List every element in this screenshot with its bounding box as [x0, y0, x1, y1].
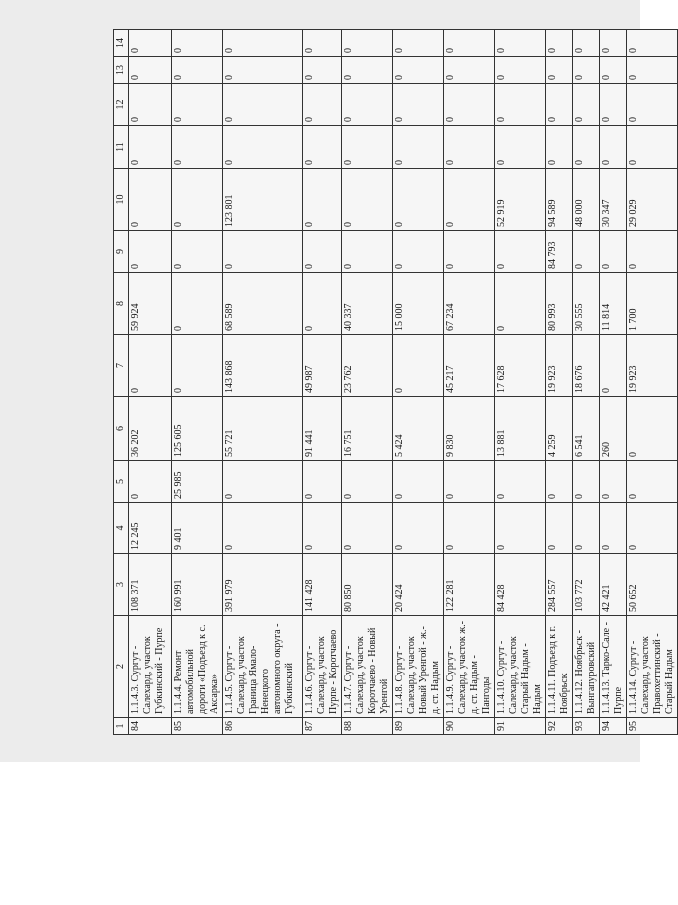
value-cell: 0: [600, 461, 627, 503]
value-cell: 0: [172, 169, 223, 231]
value-cell: 0: [303, 169, 342, 231]
value-cell: 0: [495, 503, 546, 554]
data-table: [113, 29, 678, 735]
value-cell: 284 557: [546, 554, 573, 616]
header-cell: 7: [114, 335, 129, 397]
value-cell: 0: [627, 503, 678, 554]
header-cell: 5: [114, 461, 129, 503]
value-cell: 50 652: [627, 554, 678, 616]
value-cell: 0: [627, 461, 678, 503]
value-cell: 0: [172, 273, 223, 335]
value-cell: 0: [573, 461, 600, 503]
value-cell: 0: [172, 84, 223, 126]
header-cell: 11: [114, 126, 129, 169]
table-row: [495, 30, 546, 735]
value-cell: 0: [627, 30, 678, 57]
value-cell: 55 721: [223, 397, 303, 461]
value-cell: 84 793: [546, 231, 573, 273]
value-cell: 25 985: [172, 461, 223, 503]
value-cell: 0: [495, 57, 546, 84]
value-cell: 0: [393, 231, 444, 273]
value-cell: 0: [223, 126, 303, 169]
value-cell: 84 428: [495, 554, 546, 616]
value-cell: 0: [129, 30, 172, 57]
value-cell: 0: [129, 335, 172, 397]
value-cell: 9 830: [444, 397, 495, 461]
value-cell: 0: [444, 30, 495, 57]
value-cell: 0: [627, 84, 678, 126]
value-cell: 4 259: [546, 397, 573, 461]
value-cell: 0: [393, 84, 444, 126]
value-cell: 0: [444, 57, 495, 84]
value-cell: 52 919: [495, 169, 546, 231]
value-cell: 18 676: [573, 335, 600, 397]
item-name-cell: 1.1.4.5. Сургут - Салехард, участок Граница Ямало-Ненецкого автономного округа - Губкинский: [223, 616, 303, 718]
row-number-cell: 95: [627, 718, 678, 735]
value-cell: 0: [223, 57, 303, 84]
header-cell: 9: [114, 231, 129, 273]
value-cell: 94 589: [546, 169, 573, 231]
value-cell: 0: [444, 231, 495, 273]
item-name-cell: 1.1.4.8. Сургут - Салехард, участок Новый Уренгой - ж.-д. ст. Надым: [393, 616, 444, 718]
item-name-cell: 1.1.4.14. Сургут - Салехард, участок Правохеттинский - Старый Надым: [627, 616, 678, 718]
value-cell: 36 202: [129, 397, 172, 461]
row-number-cell: 90: [444, 718, 495, 735]
value-cell: 0: [393, 461, 444, 503]
item-name-cell: 1.1.4.9. Сургут - Салехард, участок ж.-д. ст. Надым - Пангоды: [444, 616, 495, 718]
value-cell: 143 868: [223, 335, 303, 397]
value-cell: 67 234: [444, 273, 495, 335]
value-cell: 0: [546, 30, 573, 57]
row-number-cell: 93: [573, 718, 600, 735]
table-row: [393, 30, 444, 735]
value-cell: 9 401: [172, 503, 223, 554]
table-row: [303, 30, 342, 735]
value-cell: 0: [393, 169, 444, 231]
value-cell: 0: [393, 57, 444, 84]
value-cell: 0: [573, 57, 600, 84]
value-cell: 0: [573, 231, 600, 273]
value-cell: 0: [444, 126, 495, 169]
value-cell: 0: [444, 503, 495, 554]
value-cell: 0: [627, 397, 678, 461]
row-number-cell: 88: [342, 718, 393, 735]
value-cell: 6 541: [573, 397, 600, 461]
value-cell: 125 605: [172, 397, 223, 461]
value-cell: 260: [600, 397, 627, 461]
value-cell: 0: [303, 231, 342, 273]
table-row: [342, 30, 393, 735]
value-cell: 0: [223, 84, 303, 126]
header-cell: 14: [114, 30, 129, 57]
item-name-cell: 1.1.4.12. Ноябрьск - Вынгапуровский: [573, 616, 600, 718]
value-cell: 0: [444, 461, 495, 503]
value-cell: 0: [600, 84, 627, 126]
value-cell: 0: [495, 30, 546, 57]
value-cell: 0: [600, 503, 627, 554]
value-cell: 0: [600, 30, 627, 57]
value-cell: 0: [342, 126, 393, 169]
value-cell: 30 347: [600, 169, 627, 231]
value-cell: 15 000: [393, 273, 444, 335]
value-cell: 0: [342, 503, 393, 554]
value-cell: 0: [172, 335, 223, 397]
value-cell: 17 628: [495, 335, 546, 397]
value-cell: 0: [303, 84, 342, 126]
value-cell: 16 751: [342, 397, 393, 461]
value-cell: 0: [546, 461, 573, 503]
value-cell: 0: [600, 231, 627, 273]
row-number-cell: 86: [223, 718, 303, 735]
value-cell: 30 555: [573, 273, 600, 335]
value-cell: 0: [303, 503, 342, 554]
value-cell: 0: [627, 126, 678, 169]
value-cell: 0: [573, 84, 600, 126]
header-cell: 10: [114, 169, 129, 231]
value-cell: 20 424: [393, 554, 444, 616]
value-cell: 0: [546, 57, 573, 84]
value-cell: 103 772: [573, 554, 600, 616]
row-number-cell: 91: [495, 718, 546, 735]
value-cell: 0: [342, 231, 393, 273]
value-cell: 0: [342, 84, 393, 126]
item-name-cell: 1.1.4.13. Тарко-Сале - Пурпе: [600, 616, 627, 718]
value-cell: 13 881: [495, 397, 546, 461]
value-cell: 0: [303, 57, 342, 84]
value-cell: 49 987: [303, 335, 342, 397]
value-cell: 5 424: [393, 397, 444, 461]
header-cell: 6: [114, 397, 129, 461]
table-row: [627, 30, 678, 735]
value-cell: 0: [444, 169, 495, 231]
header-cell: 1: [114, 718, 129, 735]
value-cell: 122 281: [444, 554, 495, 616]
value-cell: 68 589: [223, 273, 303, 335]
value-cell: 0: [627, 57, 678, 84]
item-name-cell: 1.1.4.6. Сургут - Салехард, участок Пурпе - Коротчаево: [303, 616, 342, 718]
value-cell: 80 993: [546, 273, 573, 335]
value-cell: 0: [393, 503, 444, 554]
item-name-cell: 1.1.4.3. Сургут - Салехард, участок Губкинский - Пурпе: [129, 616, 172, 718]
table-row: [600, 30, 627, 735]
value-cell: 11 814: [600, 273, 627, 335]
value-cell: 0: [172, 231, 223, 273]
header-cell: 13: [114, 57, 129, 84]
value-cell: 29 029: [627, 169, 678, 231]
value-cell: 0: [495, 273, 546, 335]
row-number-cell: 85: [172, 718, 223, 735]
value-cell: 0: [342, 461, 393, 503]
table-row: [546, 30, 573, 735]
item-name-cell: 1.1.4.11. Подъезд к г. Ноябрьск: [546, 616, 573, 718]
value-cell: 0: [303, 126, 342, 169]
value-cell: 0: [600, 126, 627, 169]
value-cell: 0: [342, 57, 393, 84]
value-cell: 80 850: [342, 554, 393, 616]
value-cell: 0: [600, 57, 627, 84]
value-cell: 0: [573, 126, 600, 169]
value-cell: 0: [129, 84, 172, 126]
value-cell: 391 979: [223, 554, 303, 616]
rotated-table-wrapper: [113, 30, 675, 735]
value-cell: 160 991: [172, 554, 223, 616]
table-row: [172, 30, 223, 735]
value-cell: 0: [342, 169, 393, 231]
value-cell: 0: [172, 57, 223, 84]
value-cell: 59 924: [129, 273, 172, 335]
value-cell: 0: [495, 231, 546, 273]
value-cell: 0: [129, 169, 172, 231]
value-cell: 0: [495, 461, 546, 503]
value-cell: 108 371: [129, 554, 172, 616]
value-cell: 0: [342, 30, 393, 57]
value-cell: 91 441: [303, 397, 342, 461]
value-cell: 42 421: [600, 554, 627, 616]
value-cell: 0: [223, 231, 303, 273]
table-row: [129, 30, 172, 735]
value-cell: 123 801: [223, 169, 303, 231]
value-cell: 0: [303, 273, 342, 335]
header-cell: 3: [114, 554, 129, 616]
value-cell: 12 245: [129, 503, 172, 554]
value-cell: 141 428: [303, 554, 342, 616]
value-cell: 0: [393, 126, 444, 169]
value-cell: 0: [444, 84, 495, 126]
value-cell: 0: [546, 126, 573, 169]
value-cell: 48 000: [573, 169, 600, 231]
value-cell: 0: [172, 126, 223, 169]
value-cell: 0: [223, 461, 303, 503]
value-cell: 19 923: [627, 335, 678, 397]
value-cell: 0: [627, 231, 678, 273]
table-row: [573, 30, 600, 735]
value-cell: 0: [573, 503, 600, 554]
header-cell: 4: [114, 503, 129, 554]
table-row: [223, 30, 303, 735]
value-cell: 0: [573, 30, 600, 57]
value-cell: 45 217: [444, 335, 495, 397]
header-cell: 2: [114, 616, 129, 718]
value-cell: 0: [303, 30, 342, 57]
value-cell: 0: [393, 30, 444, 57]
row-number-cell: 89: [393, 718, 444, 735]
row-number-cell: 84: [129, 718, 172, 735]
value-cell: 0: [129, 126, 172, 169]
table-header-row: [114, 30, 129, 735]
value-cell: 0: [303, 461, 342, 503]
value-cell: 1 700: [627, 273, 678, 335]
item-name-cell: 1.1.4.10. Сургут - Салехард, участок Старый Надым - Надым: [495, 616, 546, 718]
header-cell: 12: [114, 84, 129, 126]
row-number-cell: 94: [600, 718, 627, 735]
value-cell: 0: [393, 335, 444, 397]
value-cell: 0: [495, 84, 546, 126]
value-cell: 0: [546, 84, 573, 126]
value-cell: 19 923: [546, 335, 573, 397]
header-cell: 8: [114, 273, 129, 335]
item-name-cell: 1.1.4.7. Сургут - Салехард, участок Коротчаево - Новый Уренгой: [342, 616, 393, 718]
value-cell: 0: [223, 30, 303, 57]
item-name-cell: 1.1.4.4. Ремонт автомобильной дороги «Подъезд к с. Аксарка»: [172, 616, 223, 718]
value-cell: 0: [600, 335, 627, 397]
value-cell: 0: [129, 231, 172, 273]
value-cell: 23 762: [342, 335, 393, 397]
row-number-cell: 92: [546, 718, 573, 735]
value-cell: 0: [546, 503, 573, 554]
value-cell: 0: [172, 30, 223, 57]
value-cell: 0: [495, 126, 546, 169]
value-cell: 0: [129, 57, 172, 84]
value-cell: 40 337: [342, 273, 393, 335]
table-row: [444, 30, 495, 735]
row-number-cell: 87: [303, 718, 342, 735]
value-cell: 0: [129, 461, 172, 503]
value-cell: 0: [223, 503, 303, 554]
